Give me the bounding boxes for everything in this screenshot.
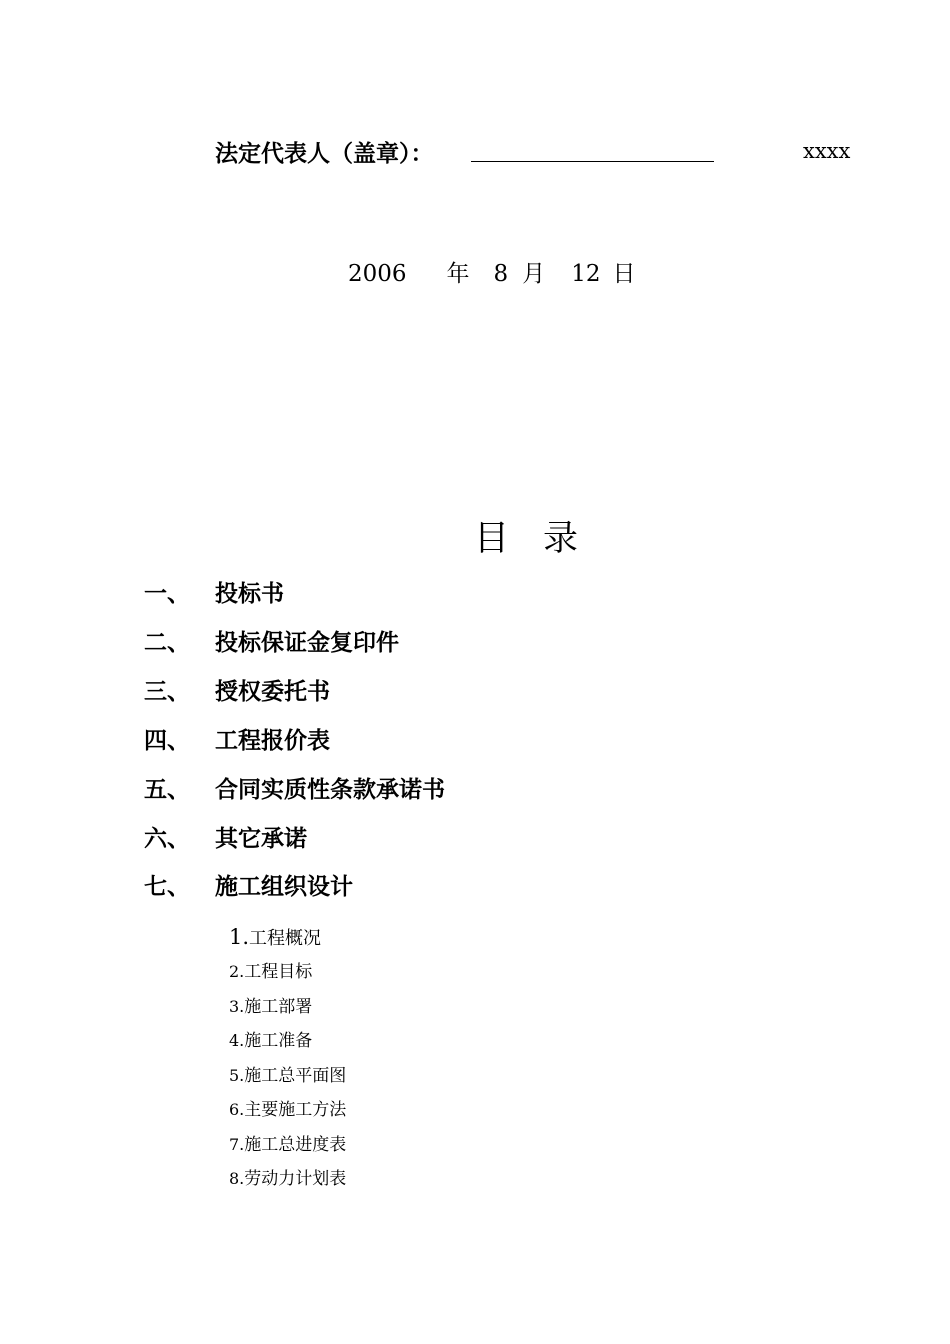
toc-item-number: 七、 [144, 873, 190, 900]
toc-subitem [229, 1166, 346, 1192]
toc-subitem-number: 4. [229, 1031, 245, 1050]
toc-item-number: 三、 [144, 678, 190, 705]
toc-subitem [229, 924, 321, 950]
toc-subitem-text: 施工总平面图 [244, 1066, 347, 1086]
toc-subitem-text: 工程目标 [244, 962, 313, 982]
toc-item-number: 六、 [144, 825, 190, 852]
toc-item-text: 其它承诺 [215, 825, 307, 852]
toc-subitem [229, 994, 312, 1020]
toc-subitem [229, 1028, 312, 1054]
toc-item-text: 工程报价表 [215, 727, 330, 754]
toc-subitem-number: 3. [229, 997, 245, 1016]
toc-subitem-number: 2. [229, 962, 245, 981]
toc-subitem-number: 6. [229, 1100, 245, 1119]
toc-item-text: 投标保证金复印件 [215, 629, 399, 656]
signature-value: xxxx [803, 139, 851, 163]
toc-title-char-2: 录 [543, 519, 579, 559]
toc-subitem [229, 1063, 346, 1089]
toc-subitem-text: 劳动力计划表 [244, 1169, 347, 1189]
date-day-unit: 日 [612, 261, 636, 287]
toc-subitem-number: 7. [229, 1135, 245, 1154]
signature-label: 法定代表人（盖章）： [215, 140, 434, 167]
toc-subitem-number: 1. [229, 925, 250, 949]
toc-item-text: 授权委托书 [215, 678, 330, 705]
toc-item-text: 投标书 [215, 580, 284, 607]
date-month-unit: 月 [522, 261, 546, 287]
toc-subitem-text: 施工部署 [244, 997, 313, 1017]
toc-subitem [229, 959, 312, 985]
toc-subitem [229, 1132, 346, 1158]
toc-item-text: 合同实质性条款承诺书 [215, 776, 445, 803]
signature-row [215, 133, 851, 169]
date-year: 2006 [348, 261, 407, 287]
toc-item-number: 四、 [144, 727, 190, 754]
toc-item-text: 施工组织设计 [215, 873, 353, 900]
toc-subitem-text: 主要施工方法 [244, 1100, 347, 1120]
toc-title [474, 516, 578, 562]
toc-subitem-text: 施工准备 [244, 1031, 313, 1051]
date-month: 8 [493, 261, 509, 287]
toc-subitem [229, 1097, 346, 1123]
date-line [348, 258, 635, 290]
signature-underline [471, 133, 851, 163]
toc-subitem-text: 施工总进度表 [244, 1135, 347, 1155]
toc-subitem-number: 5. [229, 1066, 245, 1085]
date-year-unit: 年 [446, 261, 470, 287]
toc-subitem-number: 8. [229, 1169, 245, 1188]
toc-title-char-1: 目 [474, 519, 510, 559]
toc-item-number: 一、 [144, 580, 190, 607]
date-day: 12 [571, 261, 601, 287]
toc-item-number: 二、 [144, 629, 190, 656]
toc-subitem-text: 工程概况 [249, 928, 322, 949]
toc-item-number: 五、 [144, 776, 190, 803]
